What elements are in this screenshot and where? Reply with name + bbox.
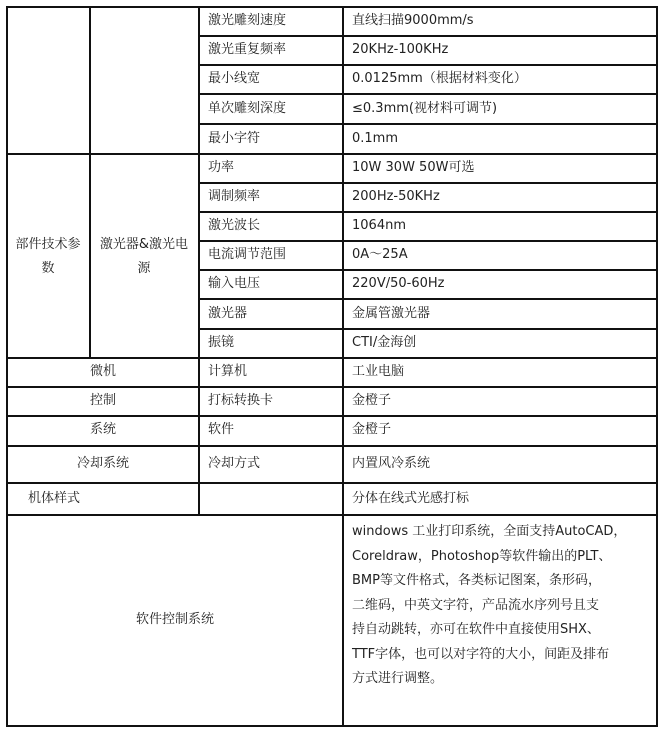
grid-line: [198, 211, 658, 213]
description-line: BMP等文件格式，各类标记图案，条形码，: [352, 573, 601, 588]
part-params-label: 部件技术参数: [15, 237, 81, 276]
spec-label: 最小字符: [208, 131, 261, 146]
spec-label: 冷却方式: [208, 456, 261, 471]
spec-label: 单次雕刻深度: [208, 101, 287, 116]
spec-value: 0.0125mm（根据材料变化）: [352, 71, 527, 86]
grid-line: [6, 386, 658, 388]
spec-label: 电流调节范围: [208, 247, 287, 262]
spec-value: 金橙子: [352, 422, 392, 437]
grid-line: [198, 182, 658, 184]
spec-label: 调制频率: [208, 189, 261, 204]
spec-label: 激光雕刻速度: [208, 13, 287, 28]
spec-label: 打标转换卡: [208, 393, 274, 408]
spec-label: 振镜: [208, 335, 235, 350]
description-line: windows 工业打印系统，全面支持AutoCAD，: [352, 524, 627, 539]
spec-value: 0.1mm: [352, 131, 399, 146]
software-control-label: 软件控制系统: [135, 612, 214, 627]
grid-line: [6, 725, 658, 727]
description-line: 方式进行调整。: [352, 671, 444, 686]
spec-value: 220V/50-60Hz: [352, 276, 445, 291]
spec-value: 内置风冷系统: [352, 456, 431, 471]
grid-line: [198, 298, 658, 300]
spec-label: 激光重复频率: [208, 42, 287, 57]
spec-label: 功率: [208, 160, 235, 175]
spec-label: 计算机: [208, 364, 248, 379]
spec-value: 20KHz-100KHz: [352, 42, 449, 57]
spec-label: 最小线宽: [208, 71, 261, 86]
grid-line: [6, 415, 658, 417]
grid-line: [198, 269, 658, 271]
spec-value: 金橙子: [352, 393, 392, 408]
spec-value: 0A～25A: [352, 247, 408, 262]
description-line: 二维码，中英文字符，产品流水序列号且支: [352, 597, 600, 613]
grid-line: [89, 6, 91, 359]
spec-value: 金属管激光器: [352, 306, 431, 321]
spec-value: 1064nm: [352, 218, 406, 233]
grid-line: [198, 328, 658, 330]
grid-line: [198, 64, 658, 66]
spec-label: 输入电压: [208, 276, 261, 291]
spec-value: CTI/金海创: [352, 335, 417, 350]
control-label: 控制: [89, 393, 116, 408]
spec-value: 工业电脑: [352, 364, 405, 379]
grid-line: [6, 445, 658, 447]
grid-line: [6, 6, 658, 8]
system-label: 系统: [89, 422, 116, 437]
description-line: TTF字体，也可以对字符的大小，间距及排布: [352, 646, 610, 662]
software-description: [352, 520, 648, 692]
spec-value: 直线扫描9000mm/s: [352, 13, 474, 28]
grid-line: [342, 6, 344, 727]
grid-line: [6, 153, 658, 155]
spec-value: 10W 30W 50W可选: [352, 160, 475, 175]
description-line: Coreldraw，Photoshop等软件输出的PLT、: [352, 548, 612, 564]
grid-line: [198, 240, 658, 242]
spec-label: 激光器: [208, 306, 248, 321]
machine-style-label: 机体样式: [28, 491, 81, 506]
microcomputer-label: 微机: [89, 364, 116, 379]
cooling-system-label: 冷却系统: [76, 456, 129, 471]
spec-label: 激光波长: [208, 218, 261, 233]
grid-line: [6, 514, 658, 516]
grid-line: [6, 482, 658, 484]
grid-line: [198, 6, 200, 516]
spec-value: 分体在线式光感打标: [352, 491, 470, 506]
grid-line: [198, 93, 658, 95]
grid-line: [198, 123, 658, 125]
laser-power-label: 激光器&激光电源: [99, 237, 189, 276]
spec-value: 200Hz-50KHz: [352, 189, 440, 204]
grid-line: [6, 357, 658, 359]
spec-value: ≤0.3mm(视材料可调节): [352, 101, 498, 116]
spec-label: 软件: [208, 422, 235, 437]
grid-line: [198, 35, 658, 37]
grid-line: [656, 6, 658, 727]
description-line: 持自动跳转，亦可在软件中直接使用SHX、: [352, 622, 600, 637]
